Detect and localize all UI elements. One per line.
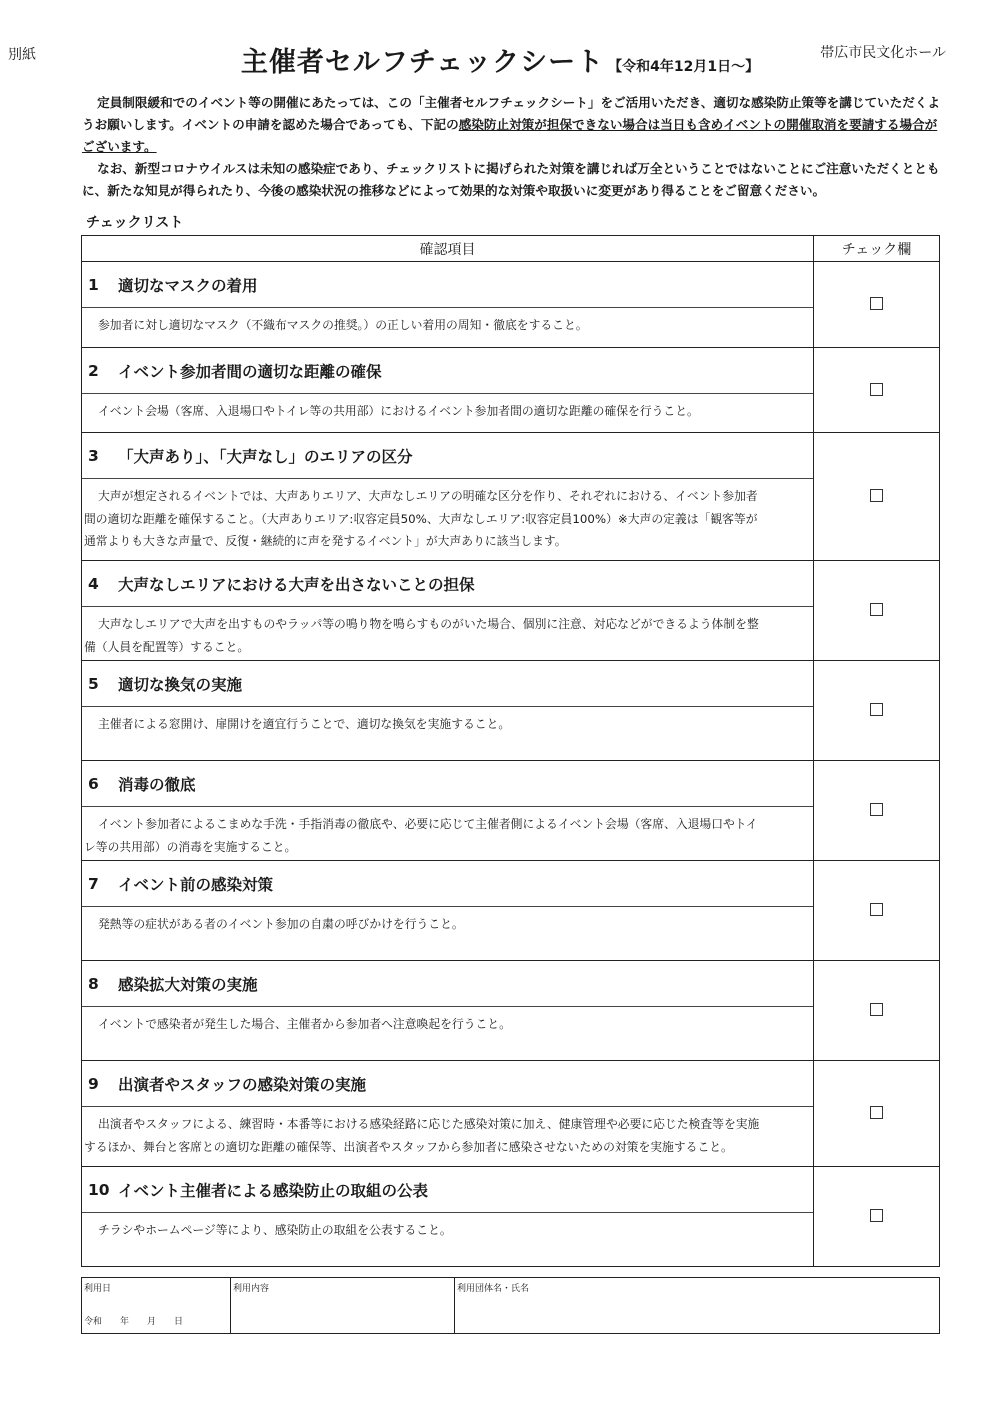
checklist-row — [82, 433, 940, 561]
use-date-placeholder: 令和 年 月 日 — [84, 1317, 184, 1327]
checkbox[interactable] — [870, 297, 883, 310]
usage-info-table — [81, 1277, 940, 1334]
item-title-text: 感染拡大対策の実施 — [118, 975, 258, 994]
checkbox[interactable] — [870, 1003, 883, 1016]
intro-paragraph-2: なお、新型コロナウイルスは未知の感染症であり、チェックリストに掲げられた対策を講じれば万全ということではないことにご注意いただくとともに、新たな知見が得られたり、今後の感染状況の推移などによって効果的な対策や取扱いに変更があり得ることをご留意ください。 — [82, 161, 940, 198]
item-number: 8 — [88, 974, 99, 993]
attachment-label: 別紙 — [8, 47, 36, 63]
checklist-item-description — [82, 707, 813, 736]
check-cell — [814, 348, 940, 433]
checklist-heading: チェックリスト — [86, 215, 184, 231]
checklist-row — [82, 761, 940, 861]
checklist-item-cell — [82, 348, 814, 433]
checkbox[interactable] — [870, 1209, 883, 1222]
checklist-item-title — [82, 561, 813, 607]
item-number: 3 — [88, 446, 99, 465]
use-date-label: 利用日 — [84, 1284, 112, 1294]
checklist-item-title — [82, 433, 813, 479]
checklist-item-description — [82, 308, 813, 337]
description-line: 大声なしエリアで大声を出すものやラッパ等の鳴り物を鳴らすものがいた場合、個別に注意、対応などができるよう体制を整 — [98, 617, 759, 631]
description-line: するほか、舞台と客席との適切な距離の確保等、出演者やスタッフから参加者に感染させないための対策を実施すること。 — [84, 1139, 733, 1154]
checklist-item-cell — [82, 262, 814, 348]
checklist-item-description — [82, 807, 813, 858]
check-cell — [814, 1167, 940, 1267]
checkbox[interactable] — [870, 803, 883, 816]
check-cell — [814, 861, 940, 961]
checklist-item-cell — [82, 1167, 814, 1267]
item-number: 9 — [88, 1074, 99, 1093]
checklist-item-description — [82, 394, 813, 423]
use-content-label: 利用内容 — [233, 1284, 270, 1294]
checklist-item-title — [82, 861, 813, 907]
checklist-item-cell — [82, 561, 814, 661]
checklist-item-cell — [82, 861, 814, 961]
description-line: 間の適切な距離を確保すること。（大声ありエリア:収容定員50%、大声なしエリア:収容定員100%）※大声の定義は「観客等が — [84, 511, 758, 526]
item-number: 6 — [88, 774, 99, 793]
description-line: イベントで感染者が発生した場合、主催者から参加者へ注意喚起を行うこと。 — [98, 1017, 511, 1031]
checklist-item-description — [82, 907, 813, 936]
item-number: 7 — [88, 874, 99, 893]
checklist-item-title — [82, 348, 813, 394]
use-date-field[interactable] — [82, 1278, 231, 1334]
intro-text — [82, 92, 942, 202]
checklist-row — [82, 561, 940, 661]
checklist-item-cell — [82, 433, 814, 561]
description-line: 参加者に対し適切なマスク（不織布マスクの推奨。）の正しい着用の周知・徹底をすること。 — [98, 318, 588, 332]
description-line: 備（人員を配置等）すること。 — [84, 639, 250, 654]
column-header-check: チェック欄 — [814, 236, 940, 262]
check-cell — [814, 561, 940, 661]
checklist-item-cell — [82, 661, 814, 761]
item-title-text: 大声なしエリアにおける大声を出さないことの担保 — [118, 575, 475, 594]
checklist-row — [82, 1167, 940, 1267]
checkbox[interactable] — [870, 1106, 883, 1119]
item-title-text: 適切なマスクの着用 — [118, 276, 258, 295]
description-line: レ等の共用部）の消毒を実施すること。 — [84, 839, 297, 854]
description-line: 大声が想定されるイベントでは、大声ありエリア、大声なしエリアの明確な区分を作り、それぞれにおける、イベント参加者 — [98, 489, 758, 503]
checkbox[interactable] — [870, 383, 883, 396]
venue-name: 帯広市民文化ホール — [820, 45, 946, 61]
checklist-item-description — [82, 479, 813, 553]
description-line: 通常よりも大きな声量で、反復・継続的に声を発するイベント」が大声ありに該当します。 — [84, 534, 567, 548]
item-title-text: イベント前の感染対策 — [118, 875, 274, 894]
description-line: イベント会場（客席、入退場口やトイレ等の共用部）におけるイベント参加者間の適切な距離の確保を行うこと。 — [98, 404, 699, 418]
checklist-item-description — [82, 607, 813, 658]
description-line: 主催者による窓開け、扉開けを適宜行うことで、適切な換気を実施すること。 — [98, 717, 511, 731]
checklist-item-title — [82, 961, 813, 1007]
checkbox[interactable] — [870, 603, 883, 616]
description-line: 出演者やスタッフによる、練習時・本番等における感染経路に応じた感染対策に加え、健康管理や必要に応じた検査等を実施 — [98, 1117, 760, 1131]
page-title: 主催者セルフチェックシート — [240, 47, 605, 78]
intro-p1-underlined: 感染防止対策が担保できない場合は当日も含めイベントの開催取消を要請する場合がございます。 — [82, 117, 938, 154]
item-number: 1 — [88, 275, 99, 294]
checkbox[interactable] — [870, 703, 883, 716]
checklist-item-cell — [82, 761, 814, 861]
use-content-field[interactable] — [231, 1278, 455, 1334]
checkbox[interactable] — [870, 489, 883, 502]
checklist-table — [81, 235, 940, 1267]
item-number: 5 — [88, 674, 99, 693]
checklist-item-title — [82, 262, 813, 308]
checklist-row — [82, 961, 940, 1061]
intro-p1-text: 定員制限緩和でのイベント等の開催にあたっては、この「主催者セルフチェックシート」をご活用いただき、適切な感染防止策等を講じていただくようお願いします。イベントの申請を認めた場合であっても、下記の — [82, 95, 941, 132]
column-header-item: 確認項目 — [82, 236, 814, 262]
checklist-item-title — [82, 1167, 813, 1213]
check-cell — [814, 433, 940, 561]
description-line: イベント参加者によるこまめな手洗・手指消毒の徹底や、必要に応じて主催者側によるイベント会場（客席、入退場口やトイ — [98, 817, 758, 831]
item-title-text: 「大声あり」、「大声なし」のエリアの区分 — [118, 447, 413, 466]
checklist-item-description — [82, 1213, 813, 1242]
check-cell — [814, 961, 940, 1061]
effective-date: 【令和4年12月1日～】 — [608, 59, 760, 75]
checklist-item-cell — [82, 1061, 814, 1167]
checklist-item-title — [82, 761, 813, 807]
check-cell — [814, 661, 940, 761]
intro-paragraph-1 — [82, 92, 942, 158]
checklist-row — [82, 262, 940, 348]
checklist-row — [82, 661, 940, 761]
group-name-field[interactable] — [455, 1278, 940, 1334]
description-line: チラシやホームページ等により、感染防止の取組を公表すること。 — [98, 1223, 452, 1237]
item-title-text: 適切な換気の実施 — [118, 675, 243, 694]
description-line: 発熱等の症状がある者のイベント参加の自粛の呼びかけを行うこと。 — [98, 917, 464, 931]
check-cell — [814, 761, 940, 861]
group-name-label: 利用団体名・氏名 — [457, 1284, 530, 1294]
checklist-row — [82, 348, 940, 433]
checkbox[interactable] — [870, 903, 883, 916]
item-number: 10 — [88, 1180, 110, 1199]
item-title-text: イベント主催者による感染防止の取組の公表 — [118, 1181, 429, 1200]
checklist-item-cell — [82, 961, 814, 1061]
item-title-text: 消毒の徹底 — [118, 775, 196, 794]
item-number: 4 — [88, 574, 99, 593]
checklist-item-description — [82, 1107, 813, 1158]
checklist-item-description — [82, 1007, 813, 1036]
check-cell — [814, 1061, 940, 1167]
page-header — [0, 40, 1000, 79]
checklist-row — [82, 861, 940, 961]
item-number: 2 — [88, 361, 99, 380]
table-header-row — [82, 236, 940, 262]
item-title-text: イベント参加者間の適切な距離の確保 — [118, 362, 382, 381]
checklist-item-title — [82, 1061, 813, 1107]
checklist-item-title — [82, 661, 813, 707]
checklist-row — [82, 1061, 940, 1167]
check-cell — [814, 262, 940, 348]
item-title-text: 出演者やスタッフの感染対策の実施 — [118, 1075, 367, 1094]
